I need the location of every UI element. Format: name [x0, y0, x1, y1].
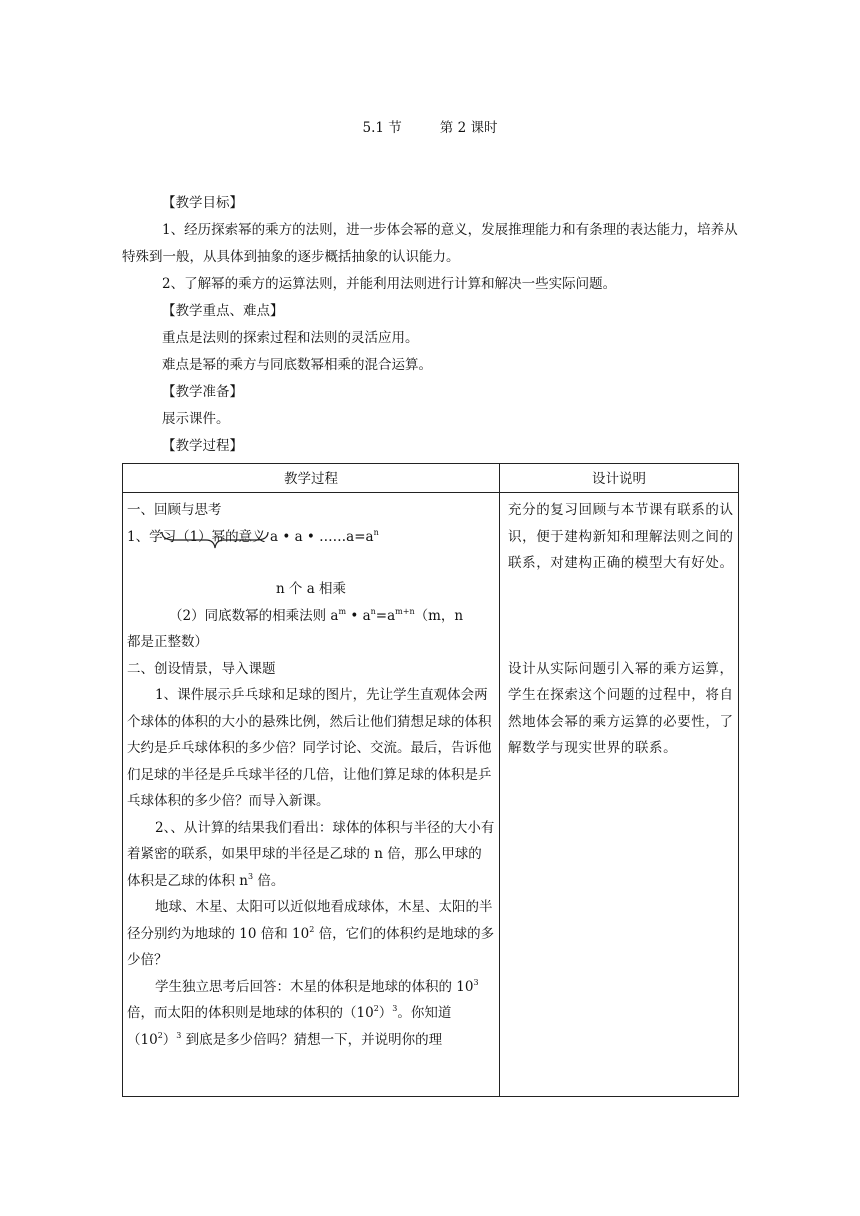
- key-point: 重点是法则的探索过程和法则的灵活应用。: [162, 330, 419, 346]
- col-header-process: 教学过程: [284, 471, 338, 487]
- page-title: [0, 116, 860, 136]
- col-header-notes: 设计说明: [592, 471, 646, 487]
- difficult-point: 难点是幂的乘方与同底数幂相乘的混合运算。: [162, 357, 432, 373]
- process-heading: 【教学过程】: [162, 438, 243, 454]
- key-heading: 【教学重点、难点】: [162, 303, 284, 319]
- design-note-2: 设计从实际问题引入幂的乘方运算，学生在探索这个问题的过程中，将自然地体会幂的乘方运算的必要性，了解数学与现实世界的联系。: [508, 660, 734, 756]
- section-2-heading: 二、创设情景，导入课题: [127, 660, 276, 677]
- process-table: [122, 463, 739, 1097]
- section-2-para-2: 2、、从计算的结果我们看出：球体的体积与半径的大小有着紧密的联系，如果甲球的半径是乙球的 n 倍，那么甲球的体积是乙球的体积 $n^3$ 倍。: [127, 819, 495, 889]
- goal-heading: 【教学目标】: [162, 195, 243, 211]
- notes-cell: [508, 497, 734, 762]
- prep-text: 展示课件。: [162, 411, 230, 427]
- brace-label: n 个 a 相乘: [275, 581, 347, 597]
- section-2-para-1: 1、课件展示乒乓球和足球的图片，先让学生直观体会两个球体的体积的大小的悬殊比例，然后让他们猜想足球的体积大约是乒乓球体积的多少倍？同学讨论、交流。最后，告诉他们足球的半径是乒乓球半径的几倍，让他们算足球的体积是乒乓球体积的多少倍？而导入新课。: [127, 687, 492, 809]
- power-meaning: 1、学习（1）幂的意义 a • a • $\dots\dots a=a^n$: [127, 527, 379, 545]
- section-2-para-3: 地球、木星、太阳可以近似地看成球体，木星、太阳的半径分别约为地球的 10 倍和 $10^2$ 倍，它们的体积约是地球的多少倍？: [127, 899, 495, 968]
- underbrace-icon: [160, 530, 270, 554]
- intro-section: [122, 190, 738, 460]
- power-formula: a • a • $\dots\dots a=a^n$: [269, 527, 379, 545]
- goal-1: 1、经历探索幂的乘方的法则，进一步体会幂的意义，发展推理能力和有条理的表达能力，培养从特殊到一般，从具体到抽象的逐步概括抽象的认识能力。: [122, 222, 738, 265]
- section-number: 5.1 节: [362, 120, 402, 136]
- section-2-para-4: 学生独立思考后回答：木星的体积是地球的体积的 $10^3$ 倍，而太阳的体积则是地球的体积的$(10^2)^3$。你知道$(10^2)^3$ 到底是多少倍吗？猜想一下，并说明你的理: [127, 977, 479, 1048]
- lesson-number: 第 2 课时: [439, 120, 498, 136]
- design-note-1: 充分的复习回顾与本节课有联系的认识，便于建构新知和理解法则之间的联系，对建构正确的模型大有好处。: [508, 502, 734, 571]
- process-cell: [127, 497, 495, 1053]
- table-header-row: [123, 464, 738, 493]
- power-product-rule-cont: 都是正整数）: [127, 634, 208, 650]
- prep-heading: 【教学准备】: [162, 384, 243, 400]
- goal-2: 2、了解幂的乘方的运算法则，并能利用法则进行计算和解决一些实际问题。: [162, 276, 617, 292]
- power-product-rule: （2）同底数幂的相乘法则 $a^m$ • $a^n=a^{m+n}(m$，n: [169, 606, 464, 624]
- section-1-heading: 一、回顾与思考: [127, 502, 222, 518]
- column-divider: [499, 464, 500, 1096]
